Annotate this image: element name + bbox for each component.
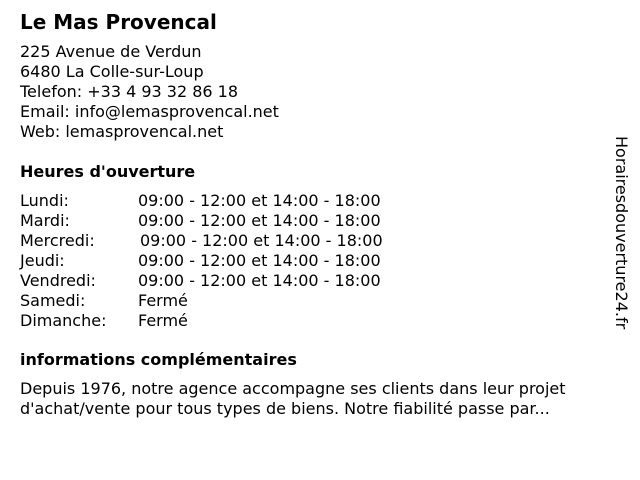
day-label: Dimanche: bbox=[20, 311, 107, 330]
day-label: Samedi: bbox=[20, 291, 86, 310]
day-label: Jeudi: bbox=[20, 251, 65, 270]
day-hours: 09:00 - 12:00 et 14:00 - 18:00 bbox=[138, 251, 381, 270]
hours-row-jeudi bbox=[20, 251, 605, 271]
hours-row-mardi bbox=[20, 211, 605, 231]
address-block bbox=[20, 42, 605, 142]
business-name: Le Mas Provencal bbox=[20, 10, 217, 34]
additional-info-text: Depuis 1976, notre agence accompagne ses clients dans leur projet d'achat/vente pour tous types de biens. Notre fiabilité passe par... bbox=[20, 379, 566, 418]
hours-row-dimanche bbox=[20, 311, 605, 331]
email-line: Email: info@lemasprovencal.net bbox=[20, 102, 279, 121]
day-label: Mardi: bbox=[20, 211, 70, 230]
phone-line: Telefon: +33 4 93 32 86 18 bbox=[20, 82, 239, 101]
day-hours: Fermé bbox=[138, 291, 188, 310]
day-hours: 09:00 - 12:00 et 14:00 - 18:00 bbox=[138, 211, 381, 230]
day-label: Vendredi: bbox=[20, 271, 96, 290]
additional-info-heading: informations complémentaires bbox=[20, 350, 297, 369]
opening-hours-heading: Heures d'ouverture bbox=[20, 162, 196, 181]
web-line: Web: lemasprovencal.net bbox=[20, 122, 224, 141]
city-line: 6480 La Colle-sur-Loup bbox=[20, 62, 204, 81]
site-watermark: Horairesdouverture24.fr bbox=[612, 136, 631, 330]
day-label: Lundi: bbox=[20, 191, 69, 210]
hours-row-vendredi bbox=[20, 271, 605, 291]
day-label: Mercredi: bbox=[20, 231, 95, 250]
day-hours: Fermé bbox=[138, 311, 188, 330]
business-card bbox=[20, 10, 605, 419]
day-hours: 09:00 - 12:00 et 14:00 - 18:00 bbox=[140, 231, 383, 250]
hours-row-mercredi bbox=[20, 231, 605, 251]
hours-row-lundi bbox=[20, 191, 605, 211]
hours-row-samedi bbox=[20, 291, 605, 311]
day-hours: 09:00 - 12:00 et 14:00 - 18:00 bbox=[138, 271, 381, 290]
opening-hours-list bbox=[20, 191, 605, 331]
day-hours: 09:00 - 12:00 et 14:00 - 18:00 bbox=[138, 191, 381, 210]
street-address: 225 Avenue de Verdun bbox=[20, 42, 202, 61]
